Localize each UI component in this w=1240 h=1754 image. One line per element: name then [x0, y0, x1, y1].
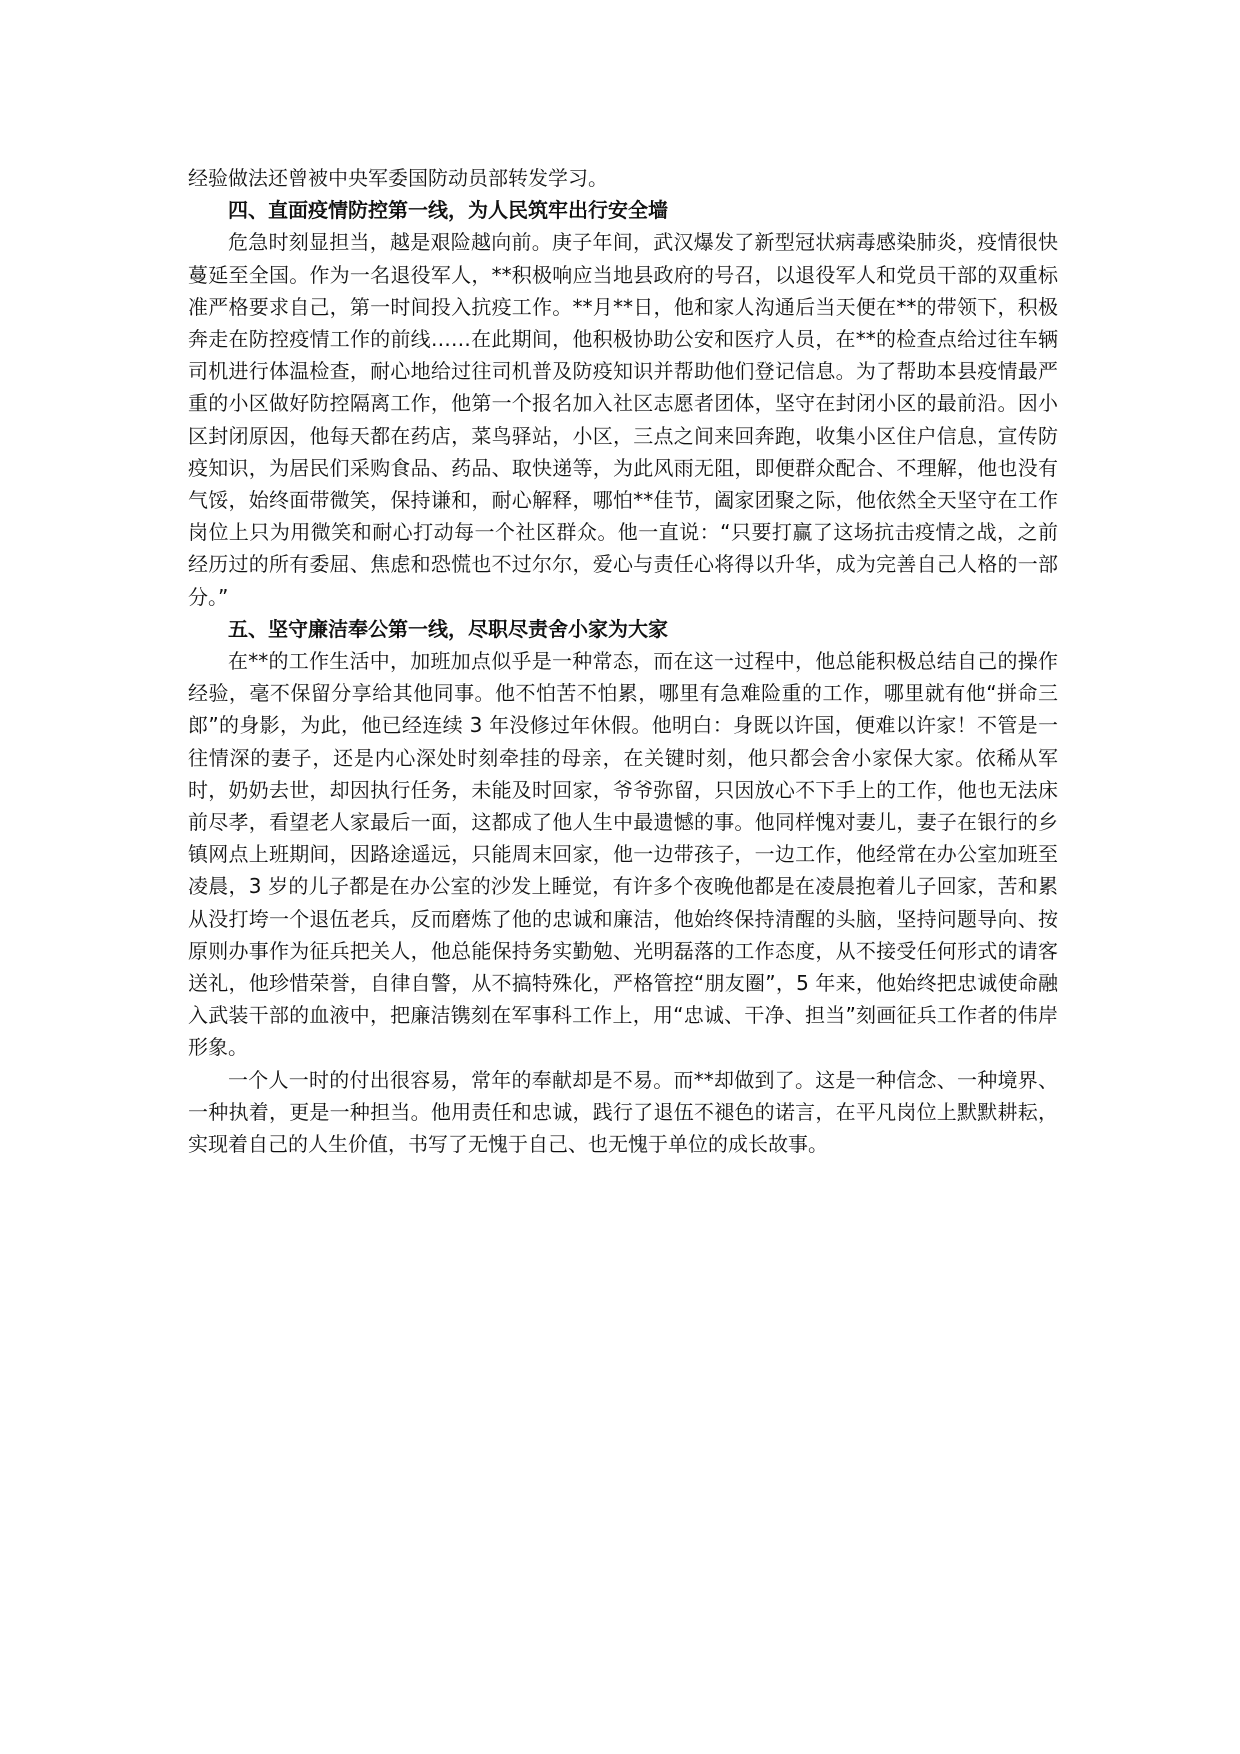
- paragraph-conclusion: 一个人一时的付出很容易，常年的奉献却是不易。而**却做到了。这是一种信念、一种境界、一种执着，更是一种担当。他用责任和忠诚，践行了退伍不褪色的诺言，在平凡岗位上默默耕耘，实现着自己的人生价值，书写了无愧于自己、也无愧于单位的成长故事。: [188, 1067, 1058, 1157]
- section-heading-four: 四、直面疫情防控第一线，为人民筑牢出行安全墙: [228, 198, 668, 223]
- section-heading-five: 五、坚守廉洁奉公第一线，尽职尽责舍小家为大家: [228, 616, 668, 641]
- paragraph-continuation: 经验做法还曾被中央军委国防动员部转发学习。: [188, 166, 608, 190]
- paragraph-integrity-work: 在**的工作生活中，加班加点似乎是一种常态，而在这一过程中，他总能积极总结自己的操作经验，毫不保留分享给其他同事。他不怕苦不怕累，哪里有急难险重的工作，哪里就有他“拼命三郎”的身影，为此，他已经连续 3 年没修过年休假。他明白：身既以许国，便难以许家！不管是一往情深的妻子，还是内心深处时刻牵挂的母亲，在关键时刻，他只都会舍小家保大家。依稀从军时，奶奶去世，却因执行任务，未能及时回家，爷爷弥留，只因放心不下手上的工作，他也无法床前尽孝，看望老人家最后一面，这都成了他人生中最遗憾的事。他同样愧对妻儿，妻子在银行的乡镇网点上班期间，因路途遥远，只能周末回家，他一边带孩子，一边工作，他经常在办公室加班至凌晨，3 岁的儿子都是在办公室的沙发上睡觉，有许多个夜晚他都是在凌晨抱着儿子回家，苦和累从没打垮一个退伍老兵，反而磨炼了他的忠诚和廉洁，他始终保持清醒的头脑，坚持问题导向、按原则办事作为征兵把关人，他总能保持务实勤勉、光明磊落的工作态度，从不接受任何形式的请客送礼，他珍惜荣誉，自律自警，从不搞特殊化，严格管控“朋友圈”，5 年来，他始终把忠诚使命融入武装干部的血液中，把廉洁镌刻在军事科工作上，用“忠诚、干净、担当”刻画征兵工作者的伟岸形象。: [188, 649, 1058, 1060]
- document-body: [188, 162, 1058, 1160]
- paragraph-epidemic-work: 危急时刻显担当，越是艰险越向前。庚子年间，武汉爆发了新型冠状病毒感染肺炎，疫情很快蔓延至全国。作为一名退役军人，**积极响应当地县政府的号召，以退役军人和党员干部的双重标准严格要求自己，第一时间投入抗疫工作。**月**日，他和家人沟通后当天便在**的带领下，积极奔走在防控疫情工作的前线……在此期间，他积极协助公安和医疗人员，在**的检查点给过往车辆司机进行体温检查，耐心地给过往司机普及防疫知识并帮助他们登记信息。为了帮助本县疫情最严重的小区做好防控隔离工作，他第一个报名加入社区志愿者团体，坚守在封闭小区的最前沿。因小区封闭原因，他每天都在药店，菜鸟驿站，小区，三点之间来回奔跑，收集小区住户信息，宣传防疫知识，为居民们采购食品、药品、取快递等，为此风雨无阻，即便群众配合、不理解，他也没有气馁，始终面带微笑，保持谦和，耐心解释，哪怕**佳节，阖家团聚之际，他依然全天坚守在工作岗位上只为用微笑和耐心打动每一个社区群众。他一直说：“只要打赢了这场抗击疫情之战，之前经历过的所有委屈、焦虑和恐慌也不过尔尔，爱心与责任心将得以升华，成为完善自己人格的一部分。”: [188, 230, 1058, 609]
